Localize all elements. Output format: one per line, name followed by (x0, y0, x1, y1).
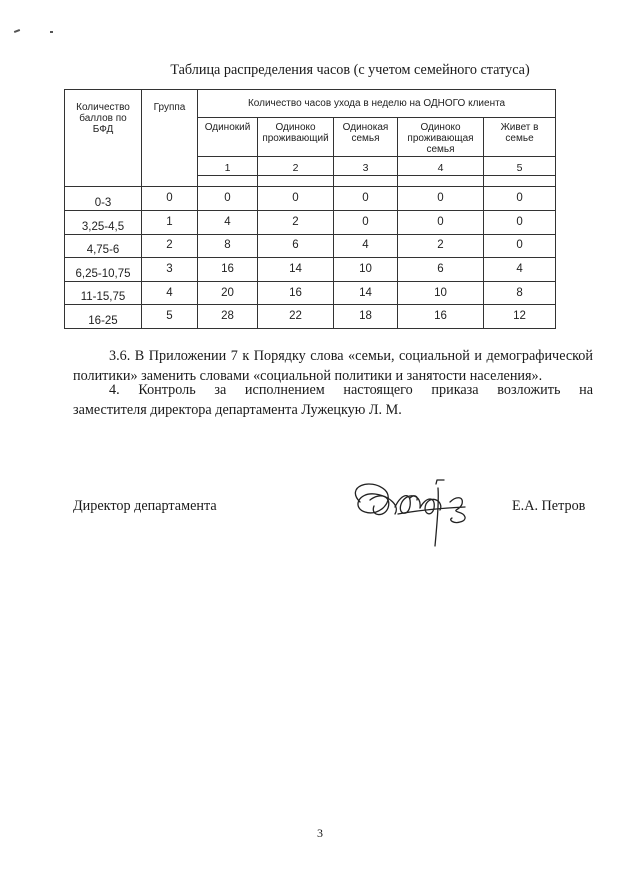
table-row (65, 258, 556, 282)
cell-value: 16 (398, 305, 484, 329)
cell-value: 16 (258, 281, 334, 305)
cell-value: 22 (258, 305, 334, 329)
subheader-line: семья (426, 143, 455, 155)
subheader-line: Одинокая (342, 121, 389, 133)
column-number: 4 (398, 156, 484, 175)
subheader-line: проживающая (407, 132, 474, 144)
subheader-line: семье (505, 132, 534, 144)
cell-value: 0 (334, 211, 398, 235)
table-title: Таблица распределения часов (с учетом семейного статуса) (170, 62, 530, 78)
cell-value: 8 (198, 234, 258, 258)
signer-name: Е.А. Петров (512, 498, 586, 514)
cell-value: 6 (258, 234, 334, 258)
cell-value: 4 (198, 211, 258, 235)
cell-value: 0 (484, 187, 556, 211)
cell-score: 16-25 (65, 305, 142, 329)
cell-value: 6 (398, 258, 484, 282)
subheader-line: Одиноко (420, 121, 461, 133)
table-row (65, 305, 556, 329)
cell-value: 14 (334, 281, 398, 305)
subheader-living-alone (258, 117, 334, 156)
column-number: 2 (258, 156, 334, 175)
signer-title: Директор департамента (73, 498, 217, 514)
column-number: 1 (198, 156, 258, 175)
cell-score: 0-3 (65, 187, 142, 211)
cell-value: 0 (484, 211, 556, 235)
cell-value: 10 (334, 258, 398, 282)
cell-group: 0 (142, 187, 198, 211)
cell-value: 4 (484, 258, 556, 282)
handwritten-signature (340, 462, 500, 552)
subheader-line: Одинокий (204, 121, 251, 133)
table-row (65, 234, 556, 258)
cell-value: 2 (398, 234, 484, 258)
cell-group: 5 (142, 305, 198, 329)
paragraph-3-6-line-2: политики» заменить словами «социальной политики и занятости населения». (73, 368, 543, 384)
cell-group: 3 (142, 258, 198, 282)
cell-value: 20 (198, 281, 258, 305)
header-group: Группа (142, 90, 198, 187)
page-number: 3 (317, 826, 323, 840)
cell-score: 6,25-10,75 (65, 258, 142, 282)
cell-value: 2 (258, 211, 334, 235)
cell-group: 1 (142, 211, 198, 235)
cell-group: 4 (142, 281, 198, 305)
header-score (65, 90, 142, 187)
header-score-line: баллов по (79, 113, 127, 124)
subheader-family-living-alone (398, 117, 484, 156)
cell-value: 18 (334, 305, 398, 329)
table-row (65, 281, 556, 305)
cell-value: 0 (484, 234, 556, 258)
hours-table (64, 89, 556, 329)
cell-value: 0 (198, 187, 258, 211)
cell-value: 12 (484, 305, 556, 329)
subheader-lives-in-family (484, 117, 556, 156)
column-number: 3 (334, 156, 398, 175)
subheader-line: Живет в (500, 121, 539, 133)
cell-value: 28 (198, 305, 258, 329)
cell-value: 0 (258, 187, 334, 211)
cell-value: 10 (398, 281, 484, 305)
cell-score: 11-15,75 (65, 281, 142, 305)
cell-value: 0 (398, 187, 484, 211)
header-hours-span: Количество часов ухода в неделю на ОДНОГО клиента (198, 90, 556, 118)
column-number: 5 (484, 156, 556, 175)
paragraph-4-line-2: заместителя директора департамента Лужецкую Л. М. (73, 402, 402, 418)
cell-value: 8 (484, 281, 556, 305)
subheader-line: Одиноко (275, 121, 316, 133)
cell-value: 16 (198, 258, 258, 282)
cell-score: 4,75-6 (65, 234, 142, 258)
table-row (65, 211, 556, 235)
subheader-single-family (334, 117, 398, 156)
cell-value: 4 (334, 234, 398, 258)
scan-marks (14, 30, 74, 38)
cell-value: 0 (398, 211, 484, 235)
cell-score: 3,25-4,5 (65, 211, 142, 235)
paragraph-3-6-line-1: 3.6. В Приложении 7 к Порядку слова «семьи, социальной и демографической (109, 348, 593, 364)
paragraph-4-line-1: 4. Контроль за исполнением настоящего приказа возложить на (109, 382, 593, 398)
header-score-line: Количество (76, 102, 130, 113)
cell-value: 0 (334, 187, 398, 211)
subheader-single (198, 117, 258, 156)
subheader-line: проживающий (262, 132, 329, 144)
cell-group: 2 (142, 234, 198, 258)
cell-value: 14 (258, 258, 334, 282)
header-score-line: БФД (92, 124, 114, 135)
table-header-row (65, 90, 556, 118)
subheader-line: семья (351, 132, 380, 144)
table-row (65, 187, 556, 211)
